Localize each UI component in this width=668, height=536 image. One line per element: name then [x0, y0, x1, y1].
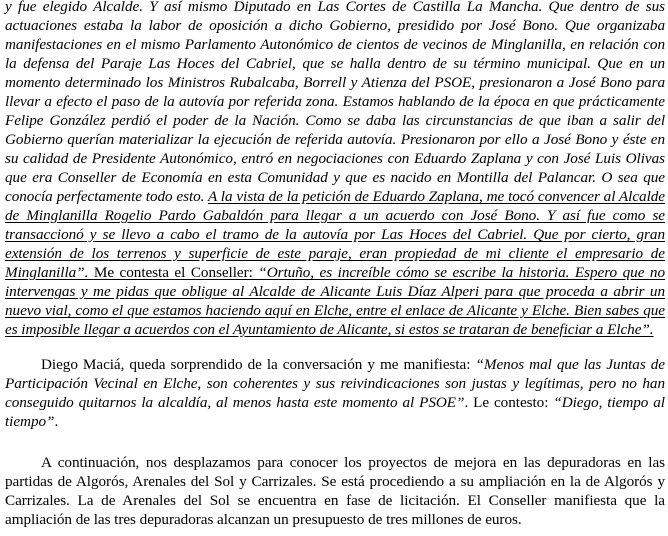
paragraph-conseller-conversation	[5, 0, 665, 339]
text-run: Diego Maciá, queda sorprendido de la conversación y me manifiesta:	[41, 356, 476, 373]
text-run: . Le contesto:	[464, 394, 554, 411]
text-run: .	[54, 413, 59, 430]
quote: “Diego, tiempo al tiempo”	[5, 394, 665, 430]
underlined-quote: “Ortuño, es increíble cómo se escribe la historia. Espero que no intervengas y me pidas que obligue al Alcalde de Alicante Luis Díaz Alperi para que proceda a abrir un nuevo vial, como el que estamos haciendo aquí en Elche, entre el enlace de Alicante y Elche. Bien sabes que es imposible llegar a acuerdos con el Ayuntamiento de Alicante, si estos se trataran de beneficiar a Elche”.	[5, 264, 666, 338]
text-run: A continuación, nos desplazamos para conocer los proyectos de mejora en las depuradoras en las partidas de Algorós, Arenales del Sol y Carrizales. Se está procediendo a su ampliación en la de Algorós y Carrizales. La de Arenales del Sol se encuentra en fase de licitación. El Conseller manifiesta que la ampliación de las tres depuradoras alcanzan un presupuesto de tres millones de euros.	[5, 454, 665, 528]
paragraph-diego-macia	[5, 355, 665, 431]
underlined-quote: A la vista de la petición de Eduardo Zaplana, me tocó convencer al Alcalde de Minglanilla Rogelio Pardo Gabaldón para llegar a un acuerdo con José Bono. Y así fue como se transaccionó y se llevo a cabo el tramo de la autovía por Las Hoces del Cabriel. Que por cierto, gran extensión de los terrenos y superficie de este paraje, eran propiedad de mi cliente el empresario de Minglanilla”.	[5, 188, 665, 281]
quote: “Menos mal que las Juntas de Participación Vecinal en Elche, son coherentes y sus reivindicaciones son justas y legítimas, pero no han conseguido quitarnos la alcaldía, al menos hasta este momento al PSOE”	[5, 356, 665, 411]
underlined-text: Me contesta el Conseller:	[93, 264, 259, 281]
text-run: y fue elegido Alcalde. Y así mismo Diputado en Las Cortes de Castilla La Mancha. Que dentro de sus actuaciones estaba la labor de oposición a dicho Gobierno, presidido por José Bono. Que organizaba manifestaciones en el mismo Parlamento Autonómico de cientos de vecinos de Minglanilla, en relación con la defensa del Paraje Las Hoces del Cabriel, que se halla dentro de su término municipal. Que en un momento determinado los Ministros Rubalcaba, Borrell y Atienza del PSOE, presionaron a José Bono para llevar a efecto el paso de la autovía por referida zona. Estamos hablando de la época en que prácticamente Felipe González perdió el poder de la Nación. Como se daba las circunstancias de que iban a salir del Gobierno querían materializar la ejecución de referida autovía. Presionaron por ello a José Bono y éste en su calidad de Presidente Autonómico, entró en negociaciones con Eduardo Zaplana y con José Luis Olivas que era Conseller de Economía en esta Comunidad y que es nacido en Montilla del Palancar. O sea que conocía perfectamente todo esto.	[5, 0, 665, 205]
paragraph-depuradoras	[5, 453, 665, 529]
